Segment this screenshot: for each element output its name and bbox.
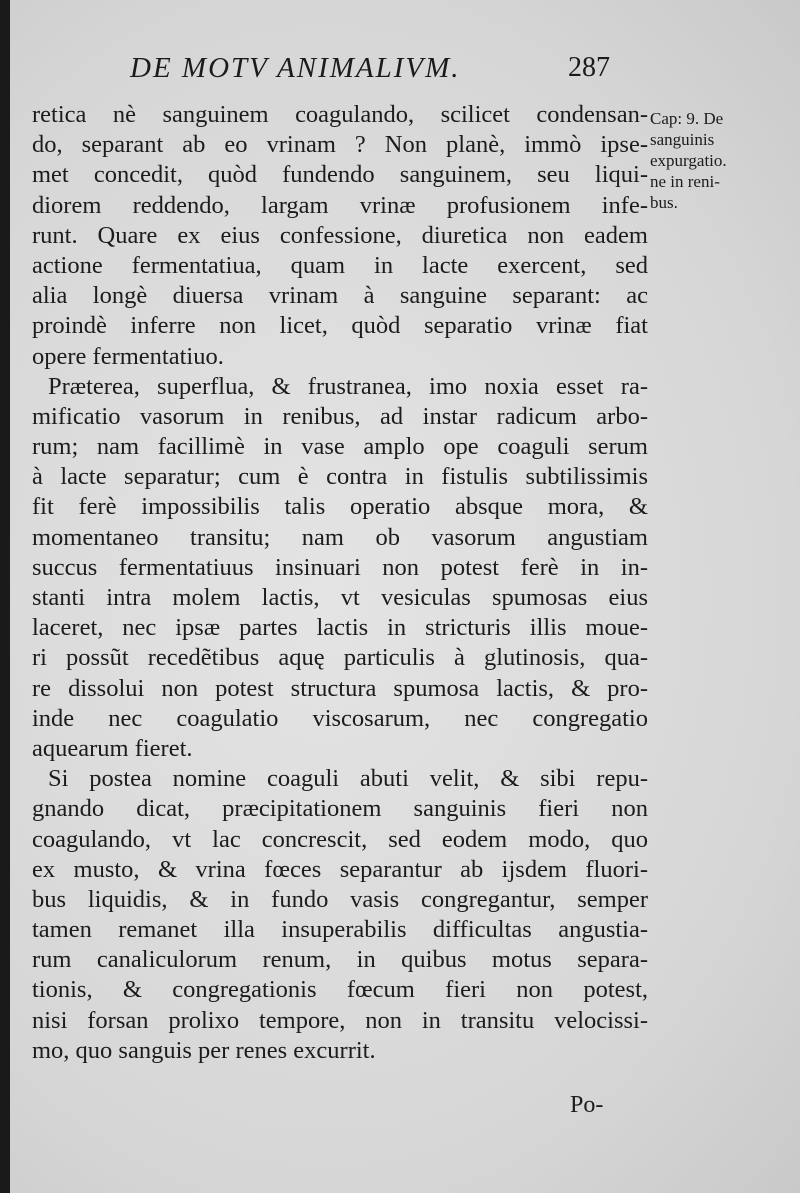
text-line: re dissolui non potest structura spumosa lactis, & pro-: [32, 674, 648, 702]
text-line: mificatio vasorum in renibus, ad instar radicum arbo-: [32, 402, 648, 430]
text-line: momentaneo transitu; nam ob vasorum angustiam: [32, 523, 648, 551]
paragraph-start-line: Si postea nomine coaguli abuti velit, & sibi repu-: [48, 765, 648, 793]
book-page: [10, 0, 800, 1193]
paragraph-start-line: Præterea, superflua, & frustranea, imo noxia esset ra-: [48, 372, 648, 400]
running-head: DE MOTV ANIMALIVM.: [130, 52, 461, 84]
margin-note: [650, 108, 790, 213]
text-line: tamen remanet illa insuperabilis difficultas angustia-: [32, 916, 648, 944]
text-line: nisi forsan prolixo tempore, non in transitu velocissi-: [32, 1006, 648, 1034]
text-line: rum canaliculorum renum, in quibus motus separa-: [32, 946, 648, 974]
margin-note-line: ne in reni-: [650, 172, 720, 191]
text-line: gnando dicat, præcipitationem sanguinis fieri non: [32, 795, 648, 823]
margin-note-line: Cap: 9. De: [650, 109, 724, 128]
text-line: laceret, nec ipsæ partes lactis in stricturis illis moue-: [32, 614, 648, 642]
text-line: actione fermentatiua, quam in lacte exercent, sed: [32, 251, 648, 279]
text-line: fit ferè impossibilis talis operatio absque mora, &: [32, 493, 648, 521]
text-line: aquearum fieret.: [32, 734, 193, 762]
text-line: coagulando, vt lac concrescit, sed eodem modo, quo: [32, 825, 648, 853]
text-line: ex musto, & vrina fœces separantur ab ijsdem fluori-: [32, 855, 648, 883]
text-line: succus fermentatiuus insinuari non potest ferè in in-: [32, 553, 648, 581]
text-line: alia longè diuersa vrinam à sanguine separant: ac: [32, 282, 648, 310]
margin-note-line: expurgatio.: [650, 151, 727, 170]
text-line: runt. Quare ex eius confessione, diuretica non eadem: [32, 221, 648, 249]
body-text: [32, 100, 648, 1066]
margin-note-line: bus.: [650, 193, 678, 212]
text-line: retica nè sanguinem coagulando, scilicet condensan-: [32, 101, 648, 128]
text-line: mo, quo sanguis per renes excurrit.: [32, 1036, 376, 1064]
text-line: met concedit, quòd fundendo sanguinem, seu liqui-: [32, 161, 648, 189]
text-line: proindè inferre non licet, quòd separatio vrinæ fiat: [32, 312, 648, 340]
text-line: inde nec coagulatio viscosarum, nec congregatio: [32, 704, 648, 732]
margin-note-line: sanguinis: [650, 130, 715, 149]
text-line: diorem reddendo, largam vrinæ profusionem infe-: [32, 191, 648, 219]
page-header: [130, 52, 630, 92]
text-line: bus liquidis, & in fundo vasis congregantur, semper: [32, 885, 648, 913]
text-line: rum; nam facillimè in vase amplo ope coaguli serum: [32, 433, 648, 461]
text-line: opere fermentatiuo.: [32, 342, 224, 370]
text-line: do, separant ab eo vrinam ? Non planè, immò ipse-: [32, 131, 648, 159]
text-line: stanti intra molem lactis, vt vesiculas spumosas eius: [32, 584, 648, 611]
text-line: à lacte separatur; cum è contra in fistulis subtilissimis: [32, 463, 648, 491]
text-line: tionis, & congregationis fœcum fieri non potest,: [32, 976, 648, 1004]
catchword: Po-: [570, 1092, 604, 1118]
page-number: 287: [568, 52, 610, 83]
text-line: ri possũt recedẽtibus aquę particulis à glutinosis, qua-: [32, 644, 648, 672]
